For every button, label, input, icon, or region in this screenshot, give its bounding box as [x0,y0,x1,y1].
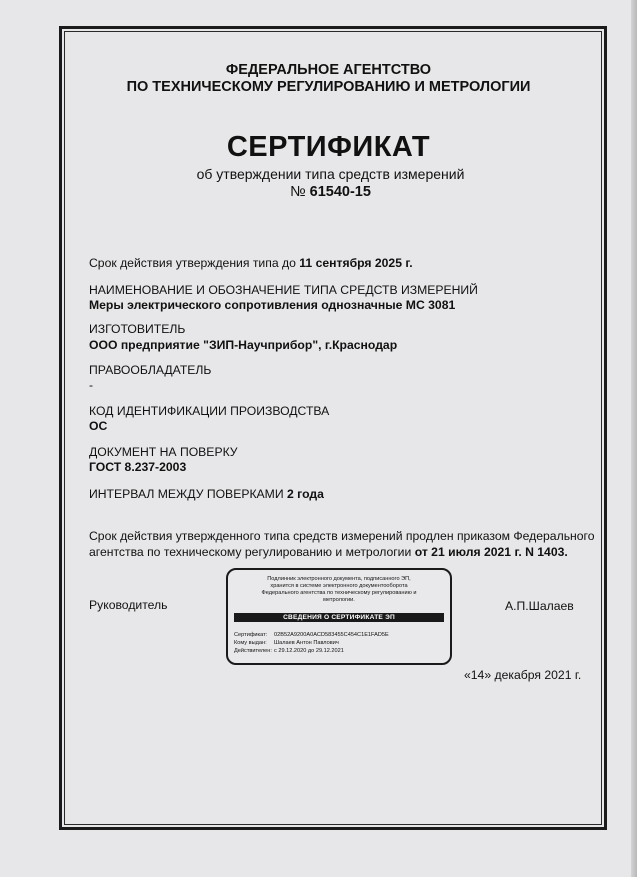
stamp-text-line4: метрологии. [323,597,355,603]
validity-label: Срок действия утверждения типа до [89,256,296,270]
production-code-value: ОС [89,419,108,433]
certificate-subtitle: об утверждении типа средств измерений [196,166,465,182]
verification-doc-value: ГОСТ 8.237-2003 [89,460,187,474]
rightholder-value: - [89,378,94,392]
manufacturer-heading: ИЗГОТОВИТЕЛЬ [89,322,186,336]
number-prefix: № [290,184,306,200]
stamp-cert-row [234,632,389,638]
electronic-signature-stamp [226,568,452,665]
agency-name-line1: ФЕДЕРАЛЬНОЕ АГЕНТСТВО [225,62,432,78]
stamp-cert-value: 02B52A9200A0ACD583455C454C1E1FAD5E [274,632,389,638]
stamp-valid-row [234,648,344,654]
number-value: 61540-15 [309,184,371,200]
stamp-text-line1: Подлинник электронного документа, подписанного ЭП, [267,576,411,582]
stamp-valid-value: с 29.12.2020 до 29.12.2021 [274,648,344,654]
interval-label: ИНТЕРВАЛ МЕЖДУ ПОВЕРКАМИ [89,487,284,501]
certificate-title: СЕРТИФИКАТ [226,131,431,163]
manufacturer-value: ООО предприятие "ЗИП-Научприбор", г.Краснодар [89,338,398,352]
extension-line1: Срок действия утвержденного типа средств измерений продлен приказом Федерального [89,529,595,543]
validity-line [89,256,413,270]
signature-name: А.П.Шалаев [505,599,574,613]
stamp-info-bar: СВЕДЕНИЯ О СЕРТИФИКАТЕ ЭП [234,613,444,622]
production-code-heading: КОД ИДЕНТИФИКАЦИИ ПРОИЗВОДСТВА [89,404,330,418]
stamp-text-line2: хранится в системе электронного документооборота [270,583,408,589]
extension-order: от 21 июля 2021 г. N 1403. [414,545,568,559]
stamp-text-line3: Федерального агентства по техническому регулированию и [261,590,417,596]
interval-line [89,487,324,501]
signature-role: Руководитель [89,598,168,612]
stamp-issued-label: Кому выдан: [234,640,267,646]
stamp-issued-row [234,640,339,646]
signature-date: «14» декабря 2021 г. [464,668,582,682]
extension-line2 [89,545,568,559]
interval-value: 2 года [286,487,324,501]
validity-date: 11 сентября 2025 г. [299,256,413,270]
extension-text: агентства по техническому регулированию и метрологии [89,545,412,559]
agency-name-line2: ПО ТЕХНИЧЕСКОМУ РЕГУЛИРОВАНИЮ И МЕТРОЛОГИИ [126,79,531,95]
stamp-valid-label: Действителен: [234,648,272,654]
rightholder-heading: ПРАВООБЛАДАТЕЛЬ [89,363,212,377]
naming-heading: НАИМЕНОВАНИЕ И ОБОЗНАЧЕНИЕ ТИПА СРЕДСТВ ИЗМЕРЕНИЙ [89,283,478,297]
stamp-issued-value: Шалаев Антон Павлович [274,640,339,646]
certificate-number [12,184,637,200]
stamp-cert-label: Сертификат: [234,632,268,638]
naming-value: Меры электрического сопротивления однозначные МС 3081 [89,298,456,312]
verification-doc-heading: ДОКУМЕНТ НА ПОВЕРКУ [89,445,238,459]
